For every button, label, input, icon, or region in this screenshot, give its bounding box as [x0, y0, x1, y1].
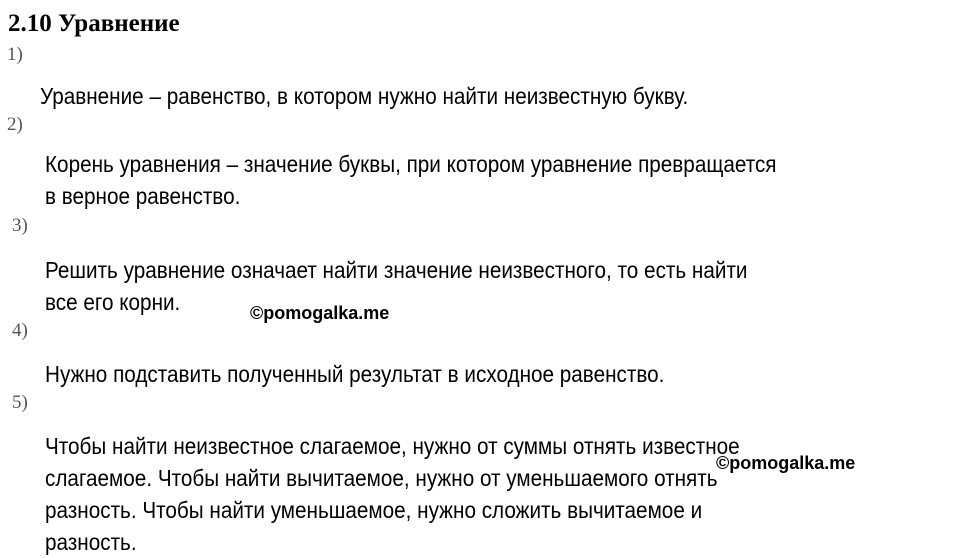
- item-5-line-3: разность. Чтобы найти уменьшаемое, нужно сложить вычитаемое и: [45, 497, 703, 523]
- item-4-line-1: Нужно подставить полученный результат в исходное равенство.: [45, 361, 665, 387]
- item-text-2: [45, 148, 777, 212]
- item-number-5: 5): [12, 392, 28, 413]
- item-number-3: 3): [12, 215, 28, 236]
- item-5-line-4: разность.: [45, 529, 137, 555]
- item-text-5: [45, 430, 740, 558]
- item-1-line-1: Уравнение – равенство, в котором нужно найти неизвестную букву.: [40, 83, 689, 109]
- item-5-line-2: слагаемое. Чтобы найти вычитаемое, нужно от уменьшаемого отнять: [45, 465, 718, 491]
- item-number-4: 4): [12, 320, 28, 341]
- item-number-1: 1): [7, 44, 23, 65]
- item-text-1: [40, 80, 688, 112]
- watermark: ©pomogalka.me: [250, 303, 390, 323]
- item-3-line-2: все его корни.: [45, 289, 181, 315]
- item-2-line-2: в верное равенство.: [45, 183, 241, 209]
- item-text-3: [45, 254, 747, 318]
- item-3-line-1: Решить уравнение означает найти значение неизвестного, то есть найти: [45, 257, 748, 283]
- item-text-4: [45, 358, 664, 390]
- item-2-line-1: Корень уравнения – значение буквы, при котором уравнение превращается: [45, 151, 777, 177]
- item-5-line-1: Чтобы найти неизвестное слагаемое, нужно от суммы отнять известное: [45, 433, 740, 459]
- watermark: ©pomogalka.me: [716, 453, 856, 473]
- item-number-2: 2): [7, 114, 23, 135]
- page-title: 2.10 Уравнение: [8, 10, 180, 37]
